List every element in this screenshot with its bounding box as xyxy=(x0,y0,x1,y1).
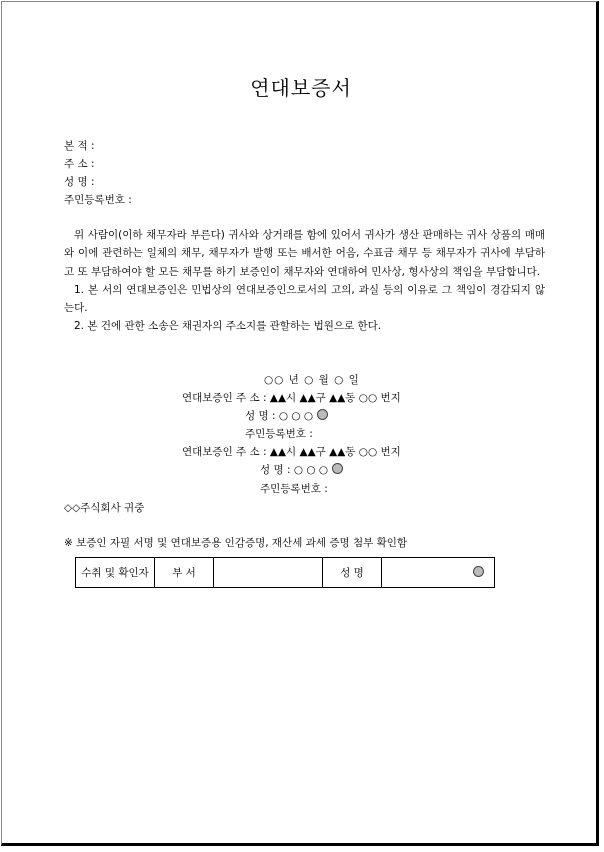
guarantor2-name: 성 명 : ○ ○ ○ xyxy=(260,464,328,476)
clause-1: 1. 본 서의 연대보증인은 민법상의 연대보증인으로서의 고의, 과실 등의 이유로 그 책임이 경감되지 않는다. xyxy=(64,283,545,315)
attachment-note: ※ 보증인 자필 서명 및 연대보증용 인감증명, 재산세 과세 증명 첨부 확인함 xyxy=(64,537,407,549)
field-domicile: 본 적 : xyxy=(64,140,95,152)
guarantor2-name-line xyxy=(260,462,343,477)
field-name: 성 명 : xyxy=(64,176,95,188)
document-page xyxy=(1,1,599,846)
table-row xyxy=(76,558,495,588)
department-label: 부 서 xyxy=(155,558,214,588)
name-label: 성 명 xyxy=(323,558,382,588)
guarantor1-rrn: 주민등록번호 : xyxy=(245,428,313,440)
department-value xyxy=(214,558,323,588)
body-paragraph xyxy=(64,226,545,336)
seal-icon xyxy=(332,463,343,474)
guarantor2-address: 연대보증인 주 소 : ▲▲시 ▲▲구 ▲▲동 ○○ 번지 xyxy=(182,446,401,458)
guarantor1-name: 성 명 : ○ ○ ○ xyxy=(245,410,313,422)
field-address: 주 소 : xyxy=(64,158,95,170)
date-line: ○○ 년 ○ 월 ○ 일 xyxy=(264,374,360,386)
guarantee-statement: 위 사람이(이하 채무자라 부른다) 귀사와 상거래를 함에 있어서 귀사가 생산 판매하는 귀사 상품의 매매와 이에 관련하는 일체의 채무, 채무자가 발행 또는 배서한 어음, 수표금 채무 등 채무자가 귀사에 부담하고 또 부담하여야 할 모든 채무를 하기 보증인이 채무자와 연대하여 민사상, 형사상의 책임을 부담합니다. xyxy=(64,229,545,278)
guarantor1-address: 연대보증인 주 소 : ▲▲시 ▲▲구 ▲▲동 ○○ 번지 xyxy=(182,392,401,404)
field-rrn: 주민등록번호 : xyxy=(64,194,132,206)
guarantor2-rrn: 주민등록번호 : xyxy=(260,483,328,495)
name-value xyxy=(382,558,495,588)
addressee: ◇◇주식회사 귀중 xyxy=(64,502,145,514)
guarantor1-name-line xyxy=(245,408,328,423)
confirmation-table xyxy=(75,557,495,588)
clause-2: 2. 본 건에 관한 소송은 채권자의 주소지를 관할하는 법원으로 한다. xyxy=(74,320,382,333)
receiver-label: 수취 및 확인자 xyxy=(76,558,155,588)
seal-icon xyxy=(317,409,328,420)
document-title: 연대보증서 xyxy=(250,76,352,100)
seal-icon xyxy=(473,566,484,577)
